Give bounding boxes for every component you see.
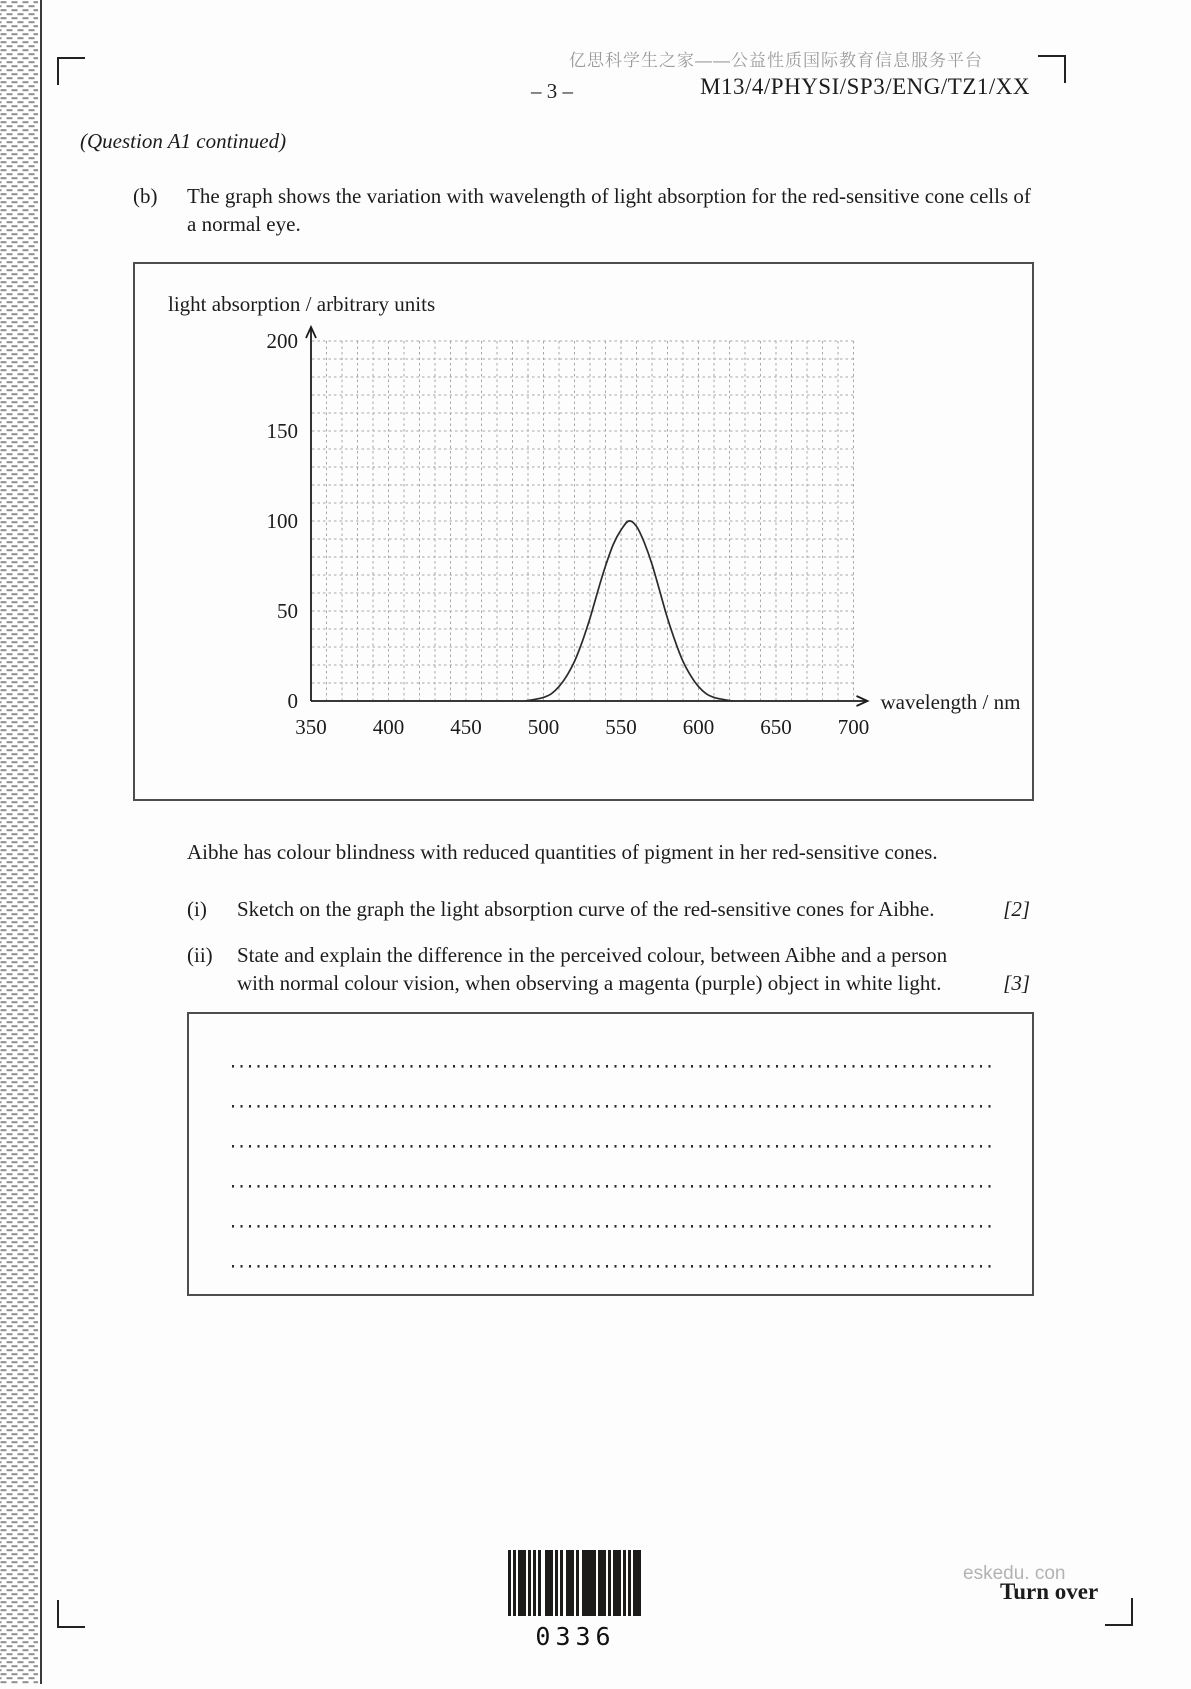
turn-over-label: Turn over bbox=[1000, 1579, 1099, 1604]
svg-text:600: 600 bbox=[682, 715, 715, 739]
answer-dotted-line bbox=[232, 1228, 994, 1268]
svg-text:650: 650 bbox=[760, 715, 792, 739]
answer-dotted-line bbox=[232, 1028, 994, 1068]
part-ii-text: State and explain the difference in the perceived colour, between Aibhe and a person with normal colour vision, when observing a magenta (purple) object in white light. bbox=[237, 943, 948, 995]
svg-text:550: 550 bbox=[605, 715, 637, 739]
barcode-image bbox=[508, 1550, 643, 1616]
crop-mark-bottom-right bbox=[1105, 1598, 1133, 1626]
answer-dotted-line bbox=[232, 1068, 994, 1108]
site-watermark: eskedu. con bbox=[963, 1563, 1066, 1584]
answer-lines bbox=[232, 1028, 994, 1268]
part-i-marks: [2] bbox=[1003, 897, 1030, 921]
part-b-label: (b) bbox=[133, 184, 158, 208]
answer-dotted-line bbox=[232, 1188, 994, 1228]
svg-text:450: 450 bbox=[450, 715, 482, 739]
binding-edge-texture bbox=[0, 0, 40, 1684]
svg-text:200: 200 bbox=[266, 329, 298, 353]
crop-mark-bottom-left bbox=[57, 1600, 85, 1628]
crop-mark-top-right bbox=[1038, 55, 1066, 83]
question-part-i bbox=[187, 895, 1032, 923]
svg-text:wavelength / nm: wavelength / nm bbox=[880, 690, 1021, 714]
chart-title: light absorption / arbitrary units bbox=[168, 292, 436, 316]
crop-mark-top-left bbox=[57, 57, 85, 85]
part-ii-label: (ii) bbox=[187, 943, 213, 967]
part-i-label: (i) bbox=[187, 897, 207, 921]
barcode bbox=[508, 1550, 643, 1651]
svg-text:100: 100 bbox=[266, 509, 298, 533]
answer-dotted-line bbox=[232, 1148, 994, 1188]
svg-text:700: 700 bbox=[837, 715, 870, 739]
svg-text:400: 400 bbox=[372, 715, 405, 739]
exam-code: M13/4/PHYSI/SP3/ENG/TZ1/XX bbox=[700, 74, 1030, 99]
svg-text:150: 150 bbox=[266, 419, 298, 443]
barcode-number: 0336 bbox=[535, 1622, 616, 1651]
platform-watermark: 亿思科学生之家——公益性质国际教育信息服务平台 bbox=[569, 51, 983, 70]
svg-text:500: 500 bbox=[527, 715, 560, 739]
binding-edge bbox=[0, 0, 42, 1684]
absorption-plot bbox=[135, 264, 1028, 795]
question-part-b bbox=[133, 182, 1033, 238]
part-i-text: Sketch on the graph the light absorption curve of the red-sensitive cones for Aibhe. bbox=[237, 897, 935, 921]
answer-dotted-line bbox=[232, 1108, 994, 1148]
question-part-ii bbox=[187, 941, 1032, 997]
part-ii-marks: [3] bbox=[1003, 971, 1030, 995]
svg-text:350: 350 bbox=[295, 715, 327, 739]
answer-box bbox=[187, 1012, 1034, 1296]
absorption-graph-figure bbox=[133, 262, 1034, 801]
page-number: – 3 – bbox=[531, 79, 573, 103]
svg-text:0: 0 bbox=[287, 689, 298, 713]
svg-text:50: 50 bbox=[277, 599, 298, 623]
aibhe-statement: Aibhe has colour blindness with reduced quantities of pigment in her red-sensitive cones. bbox=[187, 840, 938, 864]
question-continued-note: (Question A1 continued) bbox=[80, 129, 287, 153]
part-b-text: The graph shows the variation with wavelength of light absorption for the red-sensitive cone cells of a normal eye. bbox=[187, 184, 1031, 236]
